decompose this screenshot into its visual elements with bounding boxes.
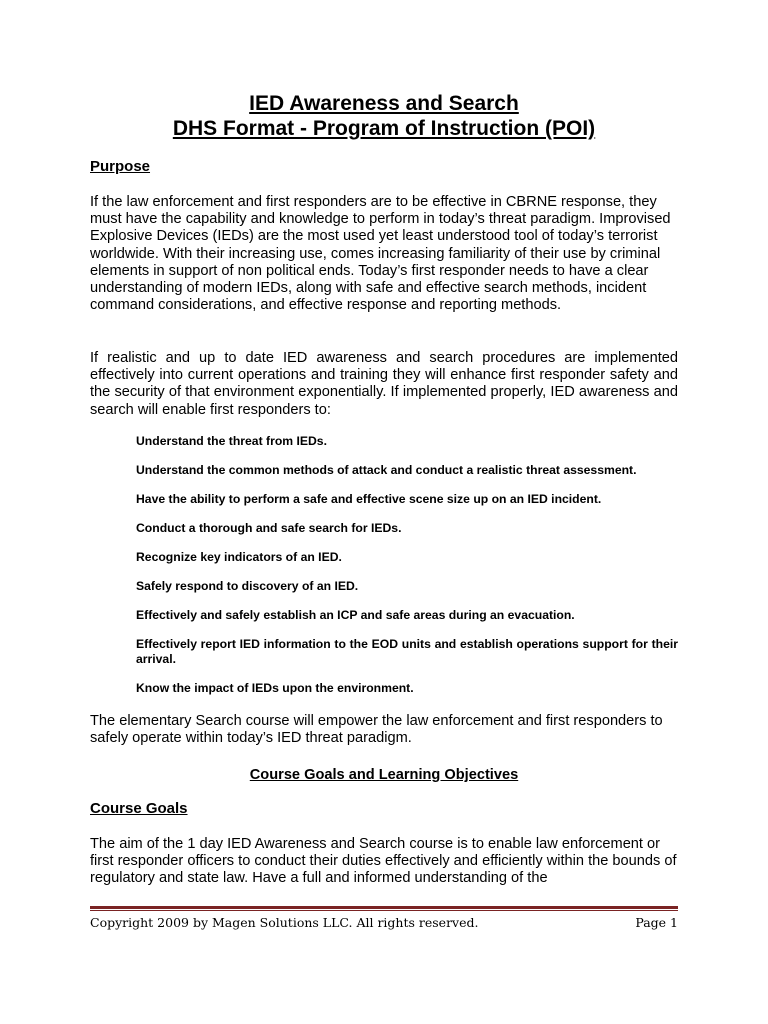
page-number: Page 1 — [635, 915, 678, 930]
section-heading: Course Goals and Learning Objectives — [249, 767, 519, 783]
list-item: Understand the common methods of attack and conduct a realistic threat assessment. — [136, 463, 637, 477]
list-item: Effectively and safely establish an ICP and safe areas during an evacuation. — [136, 608, 575, 622]
list-item: Understand the threat from IEDs. — [136, 434, 327, 448]
document-subtitle: DHS Format - Program of Instruction (POI) — [172, 117, 596, 140]
list-item: Safely respond to discovery of an IED. — [136, 579, 359, 593]
footer-divider — [90, 906, 678, 909]
list-item: Conduct a thorough and safe search for IEDs. — [136, 521, 402, 535]
copyright-text: Copyright 2009 by Magen Solutions LLC. All rights reserved. — [90, 915, 479, 930]
list-item: Know the impact of IEDs upon the environment. — [136, 681, 414, 695]
purpose-heading: Purpose — [90, 158, 151, 175]
list-item: Effectively report IED information to the EOD units and establish operations support for their arrival. — [136, 637, 678, 666]
purpose-paragraph-1: If the law enforcement and first responders are to be effective in CBRNE response, they must have the capability and knowledge to perform in today’s threat paradigm. Improvised Explosive Devices (IEDs) are the most used yet least understood tool of today’s terrorist worldwide. With their increasing use, comes increasing familiarity of their use by criminal elements in support of non political ends. Today’s first responder needs to have a clear understanding of modern IEDs, along with safe and effective search methods, incident command considerations, and effective response and reporting methods. — [90, 194, 671, 314]
course-goals-heading: Course Goals — [90, 800, 188, 817]
purpose-paragraph-2: If realistic and up to date IED awareness and search procedures are implemented effectively into current operations and training they will enhance first responder safety and the security of that environment exponentially. If implemented properly, IED awareness and search will enable first responders to: — [90, 350, 678, 418]
list-item: Have the ability to perform a safe and effective scene size up on an IED incident. — [136, 492, 602, 506]
objectives-list — [136, 434, 678, 710]
list-item: Recognize key indicators of an IED. — [136, 550, 342, 564]
course-goals-paragraph: The aim of the 1 day IED Awareness and Search course is to enable law enforcement or first responder officers to conduct their duties effectively and efficiently within the bounds of regulatory and state law. Have a full and informed understanding of the — [90, 836, 677, 887]
footer-divider-thin — [90, 910, 678, 911]
closing-paragraph: The elementary Search course will empower the law enforcement and first responders to safely operate within today’s IED threat paradigm. — [90, 713, 663, 747]
document-title: IED Awareness and Search — [249, 92, 519, 115]
page-footer — [90, 914, 678, 932]
